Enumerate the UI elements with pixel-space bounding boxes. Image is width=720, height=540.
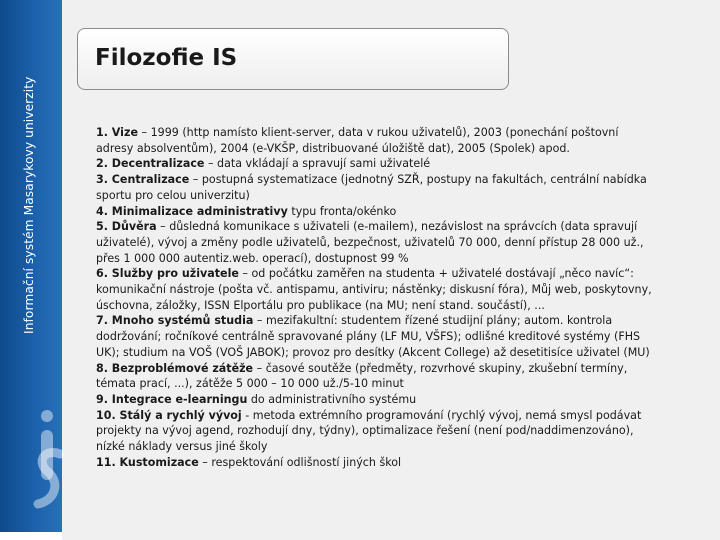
item-text: – 1999 (http namísto klient-server, data v rukou uživatelů), 2003 (ponechání poštovní adresy absolventům), 2004 (e-VKŠP, distribuované úložiště dat), 2005 (Spolek) apod. [96,126,619,155]
item-heading: 1. Vize [96,126,138,139]
list-item [96,313,656,360]
sidebar-bottom-strip [0,532,62,540]
list-item [96,204,656,220]
sidebar [0,0,62,540]
list-item [96,219,656,266]
list-item [96,156,656,172]
content-list [96,125,656,470]
item-heading: 5. Důvěra [96,220,157,234]
item-heading: 4. Minimalizace administrativy [96,204,288,218]
item-text: - metoda extrémního programování (rychlý vývoj, nemá smysl podávat projekty na vývoj agend, rozhodují dny, týdny), optimalizace řešení (není pod/naddimenzováno), nízké náklady versus jiné školy [96,408,642,454]
item-heading: 2. Decentralizace [96,157,205,171]
item-heading: 7. Mnoho systémů studia [96,314,254,328]
list-item [96,455,656,471]
list-item [96,266,656,313]
item-text: – mezifakultní: studentem řízené studijní plány; autom. kontrola dodržování; ročníkové centrálně spravované plány (LF MU, VŠFS); odlišné kreditové systémy (FHS UK); studium na VOŠ (VOŠ JABOK); provoz pro desítky (Akcent College) až desetitisíce uživatel (MU) [96,314,650,359]
list-item [96,172,656,203]
item-heading: 10. Stálý a rychlý vývoj [96,408,242,422]
item-heading: 6. Služby pro uživatele [96,267,239,281]
item-text: – data vkládají a spravují sami uživatelé [204,157,431,171]
list-item [96,125,656,156]
item-text: – časové soutěže (předměty, rozvrhové skupiny, zkušební termíny, témata prací, ...), zátěže 5 000 – 10 000 už./5-10 minut [96,361,628,391]
item-text: – důsledná komunikace s uživateli (e-mailem), nezávislost na správcích (data spravují uživatelé), vývoj a změny podle uživatelů, bezpečnost, uživatelů 70 000, denní přístup 28 000 už., přes 1 000 000 autentiz.web. operací), dostupnost 99 % [96,220,644,265]
item-text: do administrativního systému [247,392,417,406]
title-box [77,28,509,90]
is-logo-icon [30,408,64,528]
list-item [96,392,656,408]
item-text: – od počátku zaměřen na studenta + uživatelé dostávají „něco navíc“: komunikační nástroje (pošta vč. antispamu, antiviru; nástěnky; diskusní fóra), Můj web, poskytovny, úschovna, záložky, ISSN Elportálu pro publikace (na MU; není stand. součástí), ... [96,267,652,312]
item-heading: 9. Integrace e-learningu [96,392,248,406]
sidebar-vertical-title: Informační systém Masarykovy univerzity [22,76,36,334]
item-text: – respektování odlišností jiných škol [198,455,402,469]
item-heading: 11. Kustomizace [96,455,199,469]
item-text: typu fronta/okénko [287,204,397,218]
list-item [96,408,656,455]
item-heading: 3. Centralizace [96,173,190,187]
item-heading: 8. Bezproblémové zátěže [96,361,254,375]
list-item [96,361,656,392]
item-text: – postupná systematizace (jednotný SZŘ, postupy na fakultách, centrální nabídka sportu pro celou univerzitu) [96,173,647,202]
slide-title: Filozofie IS [95,45,238,71]
